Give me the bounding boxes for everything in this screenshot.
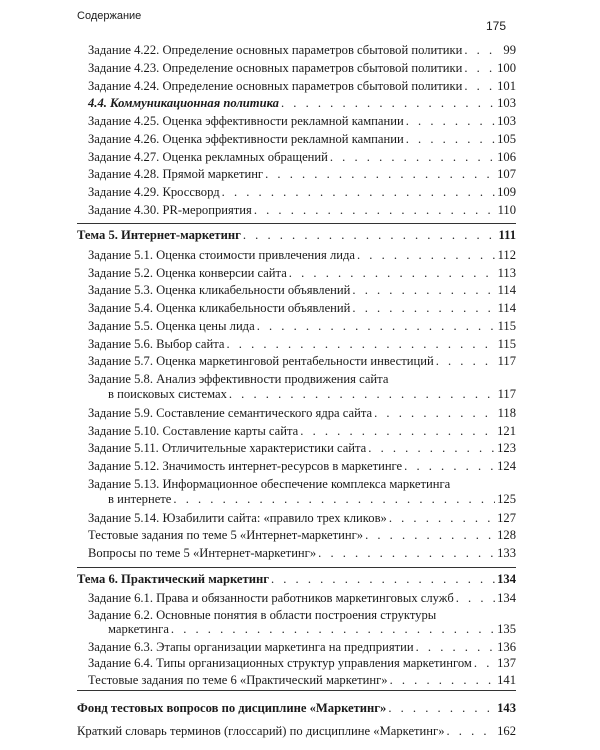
toc-entry-lead: Задание 5.13. Информационное обеспечение комплекса маркетинга [88, 476, 451, 491]
toc-entry-lead: Задание 6.2. Основные понятия в области построения структуры [88, 607, 437, 622]
toc-entry: Задание 5.10. Составление карты сайта . . . 121 [88, 423, 516, 439]
toc-entry: Задание 5.9. Составление семантического ядра сайта . . . 118 [88, 405, 516, 421]
toc-theme-heading: Тема 6. Практический маркетинг . . . 134 [77, 571, 516, 587]
section-divider [77, 223, 516, 224]
toc-entry: Задание 5.5. Оценка цены лида . . . 115 [88, 318, 516, 334]
toc-entry: Тестовые задания по теме 6 «Практический маркетинг» . . . 141 [88, 672, 516, 688]
toc-entry: маркетинга . . . 135 [108, 621, 516, 637]
toc-fund-heading: Фонд тестовых вопросов по дисциплине «Маркетинг» . . . 143 [77, 700, 516, 716]
toc-theme-heading: Тема 5. Интернет-маркетинг . . . 111 [77, 227, 516, 243]
toc-entry: Задание 4.25. Оценка эффективности рекламной кампании . . . 103 [88, 113, 516, 129]
toc-entry: Задание 5.14. Юзабилити сайта: «правило трех кликов» . . . 127 [88, 510, 516, 526]
toc-entry: Задание 5.3. Оценка кликабельности объявлений . . . 114 [88, 282, 516, 298]
toc-entry: Задание 5.12. Значимость интернет-ресурсов в маркетинге . . . 124 [88, 458, 516, 474]
toc-entry: Задание 6.4. Типы организационных структур управления маркетингом . . . 137 [88, 655, 516, 671]
running-header: Содержание [77, 10, 142, 22]
section-divider [77, 690, 516, 691]
section-divider [77, 567, 516, 568]
toc-entry: в интернете . . . 125 [108, 491, 516, 507]
toc-entry: в поисковых системах . . . 117 [108, 386, 516, 402]
toc-entry: Вопросы по теме 5 «Интернет-маркетинг» . . . 133 [88, 545, 516, 561]
toc-entry: Задание 6.3. Этапы организации маркетинга на предприятии . . . 136 [88, 639, 516, 655]
toc-entry: Задание 5.7. Оценка маркетинговой рентабельности инвестиций . . . 117 [88, 353, 516, 369]
toc-subsection: 4.4. Коммуникационная политика . . . 103 [88, 95, 516, 111]
toc-entry: Задание 4.29. Кроссворд . . . 109 [88, 184, 516, 200]
toc-entry: Задание 4.28. Прямой маркетинг . . . 107 [88, 166, 516, 182]
toc-entry: Задание 6.1. Права и обязанности работников маркетинговых служб . . . 134 [88, 590, 516, 606]
toc-entry: Задание 4.30. PR-мероприятия . . . 110 [88, 202, 516, 218]
toc-entry: Задание 5.6. Выбор сайта . . . 115 [88, 336, 516, 352]
toc-entry: Задание 4.23. Определение основных параметров сбытовой политики . . . 100 [88, 60, 516, 76]
toc-entry: Задание 4.22. Определение основных параметров сбытовой политики . . . 99 [88, 42, 516, 58]
toc-entry: Задание 4.24. Определение основных параметров сбытовой политики . . . 101 [88, 78, 516, 94]
toc-entry: Задание 5.1. Оценка стоимости привлечения лида . . . 112 [88, 247, 516, 263]
toc-entry: Задание 5.11. Отличительные характеристики сайта . . . 123 [88, 440, 516, 456]
toc-glossary-heading: Краткий словарь терминов (глоссарий) по дисциплине «Маркетинг» . . . 162 [77, 723, 516, 739]
page-number: 175 [486, 19, 507, 33]
toc-entry-lead: Задание 5.8. Анализ эффективности продвижения сайта [88, 372, 389, 387]
toc-entry: Задание 5.4. Оценка кликабельности объявлений . . . 114 [88, 300, 516, 316]
toc-entry: Задание 5.2. Оценка конверсии сайта . . . 113 [88, 265, 516, 281]
toc-entry: Задание 4.26. Оценка эффективности рекламной кампании . . . 105 [88, 131, 516, 147]
toc-entry: Тестовые задания по теме 5 «Интернет-маркетинг» . . . 128 [88, 527, 516, 543]
toc-entry: Задание 4.27. Оценка рекламных обращений . . . 106 [88, 149, 516, 165]
